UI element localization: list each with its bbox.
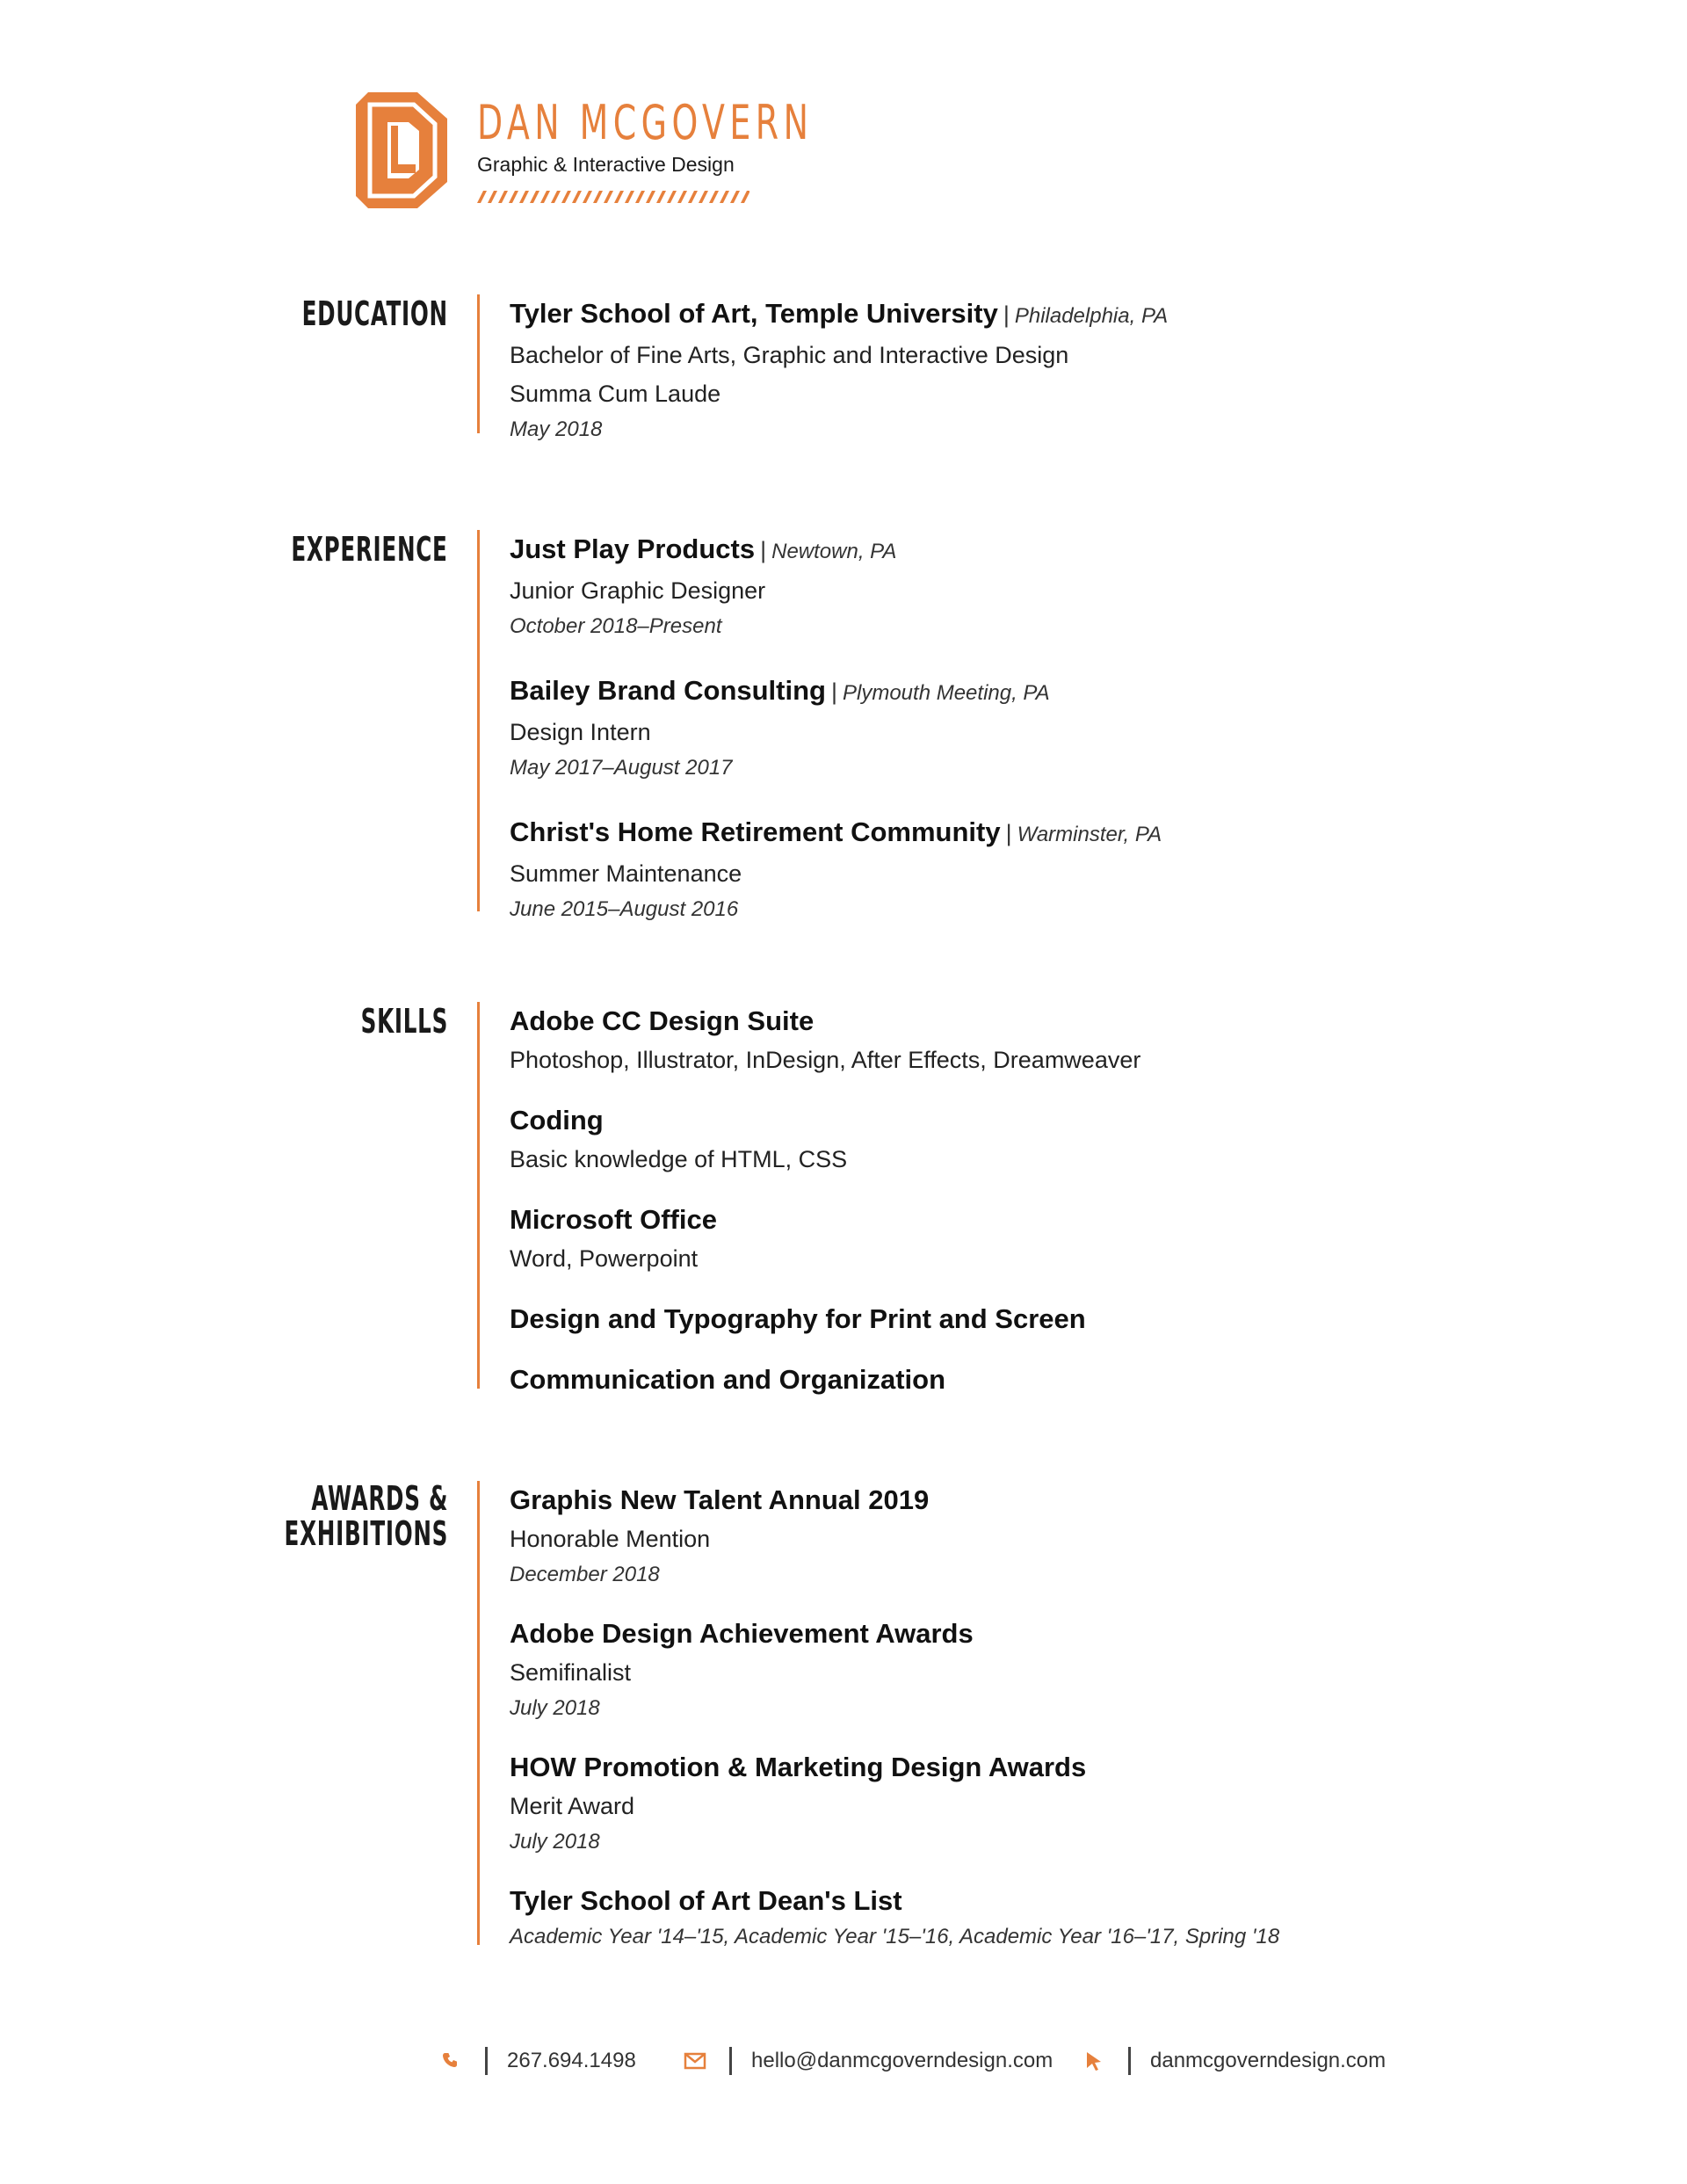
company-location: Newtown, PA <box>771 540 897 563</box>
company-location: Warminster, PA <box>1017 823 1162 846</box>
section-rule <box>477 530 480 911</box>
award-name: Tyler School of Art Dean's List <box>510 1885 902 1916</box>
section-rule <box>477 294 480 433</box>
contact-footer <box>0 2039 1687 2083</box>
company-name: Just Play Products <box>510 533 756 564</box>
website-contact[interactable] <box>1082 2039 1386 2083</box>
experience-entry: Christ's Home Retirement Community | Warminster, PA Summer Maintenance June 2015–August 2016 <box>510 813 1599 926</box>
website-url[interactable]: danmcgoverndesign.com <box>1150 2049 1387 2072</box>
skill-name: Microsoft Office <box>510 1204 717 1235</box>
company-name: Christ's Home Retirement Community <box>510 816 1001 847</box>
award-entry <box>510 1882 1599 1954</box>
envelope-icon <box>684 2050 706 2072</box>
email-address[interactable]: hello@danmcgoverndesign.com <box>751 2049 1053 2072</box>
skill-detail: Basic knowledge of HTML, CSS <box>510 1146 848 1172</box>
award-detail: Semifinalist <box>510 1659 632 1686</box>
footer-divider <box>1128 2047 1131 2075</box>
phone-number[interactable]: 267.694.1498 <box>507 2049 636 2072</box>
skill-name: Adobe CC Design Suite <box>510 1005 815 1036</box>
candidate-tagline: Graphic & Interactive Design <box>477 153 735 176</box>
award-entry <box>510 1748 1599 1859</box>
job-role: Summer Maintenance <box>510 860 742 887</box>
graduation-date: May 2018 <box>510 417 603 441</box>
award-name: Adobe Design Achievement Awards <box>510 1618 974 1649</box>
job-dates: May 2017–August 2017 <box>510 756 733 780</box>
skill-detail: Photoshop, Illustrator, InDesign, After Effects, Dreamweaver <box>510 1047 1141 1073</box>
award-entry <box>510 1614 1599 1725</box>
job-dates: October 2018–Present <box>510 614 722 638</box>
award-entry <box>510 1481 1599 1592</box>
company-location: Plymouth Meeting, PA <box>843 681 1050 705</box>
award-detail: Merit Award <box>510 1793 635 1819</box>
award-date: December 2018 <box>510 1563 660 1586</box>
cursor-arrow-icon <box>1082 2050 1105 2072</box>
school-location: Philadelphia, PA <box>1014 304 1169 328</box>
experience-heading: EXPERIENCE <box>291 530 448 569</box>
skill-entry <box>510 1360 1599 1399</box>
skill-entry <box>510 1201 1599 1278</box>
award-name: HOW Promotion & Marketing Design Awards <box>510 1752 1087 1782</box>
job-role: Design Intern <box>510 719 651 745</box>
skill-name: Communication and Organization <box>510 1364 946 1395</box>
skill-entry <box>510 1101 1599 1179</box>
education-heading: EDUCATION <box>301 294 448 333</box>
company-name: Bailey Brand Consulting <box>510 675 826 706</box>
footer-divider <box>729 2047 732 2075</box>
award-detail: Honorable Mention <box>510 1526 711 1552</box>
job-dates: June 2015–August 2016 <box>510 897 739 921</box>
skill-entry <box>510 1002 1599 1079</box>
email-contact[interactable] <box>684 2039 1053 2083</box>
experience-entry: Just Play Products | Newtown, PA Junior Graphic Designer October 2018–Present <box>510 530 1599 643</box>
awards-heading-line2: EXHIBITIONS <box>284 1514 448 1553</box>
skills-heading: SKILLS <box>360 1002 448 1041</box>
footer-divider <box>485 2047 488 2075</box>
honor: Summa Cum Laude <box>510 381 721 407</box>
award-date: Academic Year '14–'15, Academic Year '15–'16, Academic Year '16–'17, Spring '18 <box>510 1925 1280 1948</box>
section-rule <box>477 1481 480 1945</box>
skill-detail: Word, Powerpoint <box>510 1245 699 1272</box>
candidate-name: DAN MCGOVERN <box>477 95 814 150</box>
phone-contact[interactable] <box>439 2039 636 2083</box>
skill-name: Design and Typography for Print and Screen <box>510 1303 1086 1334</box>
awards-heading <box>284 1481 448 1551</box>
award-date: July 2018 <box>510 1830 600 1854</box>
school-name: Tyler School of Art, Temple University <box>510 298 998 329</box>
section-rule <box>477 1002 480 1389</box>
job-role: Junior Graphic Designer <box>510 577 766 604</box>
skill-entry <box>510 1300 1599 1339</box>
award-name: Graphis New Talent Annual 2019 <box>510 1484 930 1515</box>
experience-entry: Bailey Brand Consulting | Plymouth Meeting, PA Design Intern May 2017–August 2017 <box>510 671 1599 785</box>
education-entry: Tyler School of Art, Temple University | Philadelphia, PA Bachelor of Fine Arts, Graphic and Interactive Design Summa Cum Laude May 2018 <box>510 294 1599 446</box>
hatch-divider <box>477 191 749 203</box>
dm-logo-icon <box>356 92 447 208</box>
award-date: July 2018 <box>510 1696 600 1720</box>
awards-heading-line1: AWARDS & <box>311 1479 448 1518</box>
resume-header <box>356 92 883 215</box>
phone-icon <box>439 2050 462 2072</box>
skill-name: Coding <box>510 1105 604 1136</box>
degree: Bachelor of Fine Arts, Graphic and Interactive Design <box>510 342 1069 368</box>
